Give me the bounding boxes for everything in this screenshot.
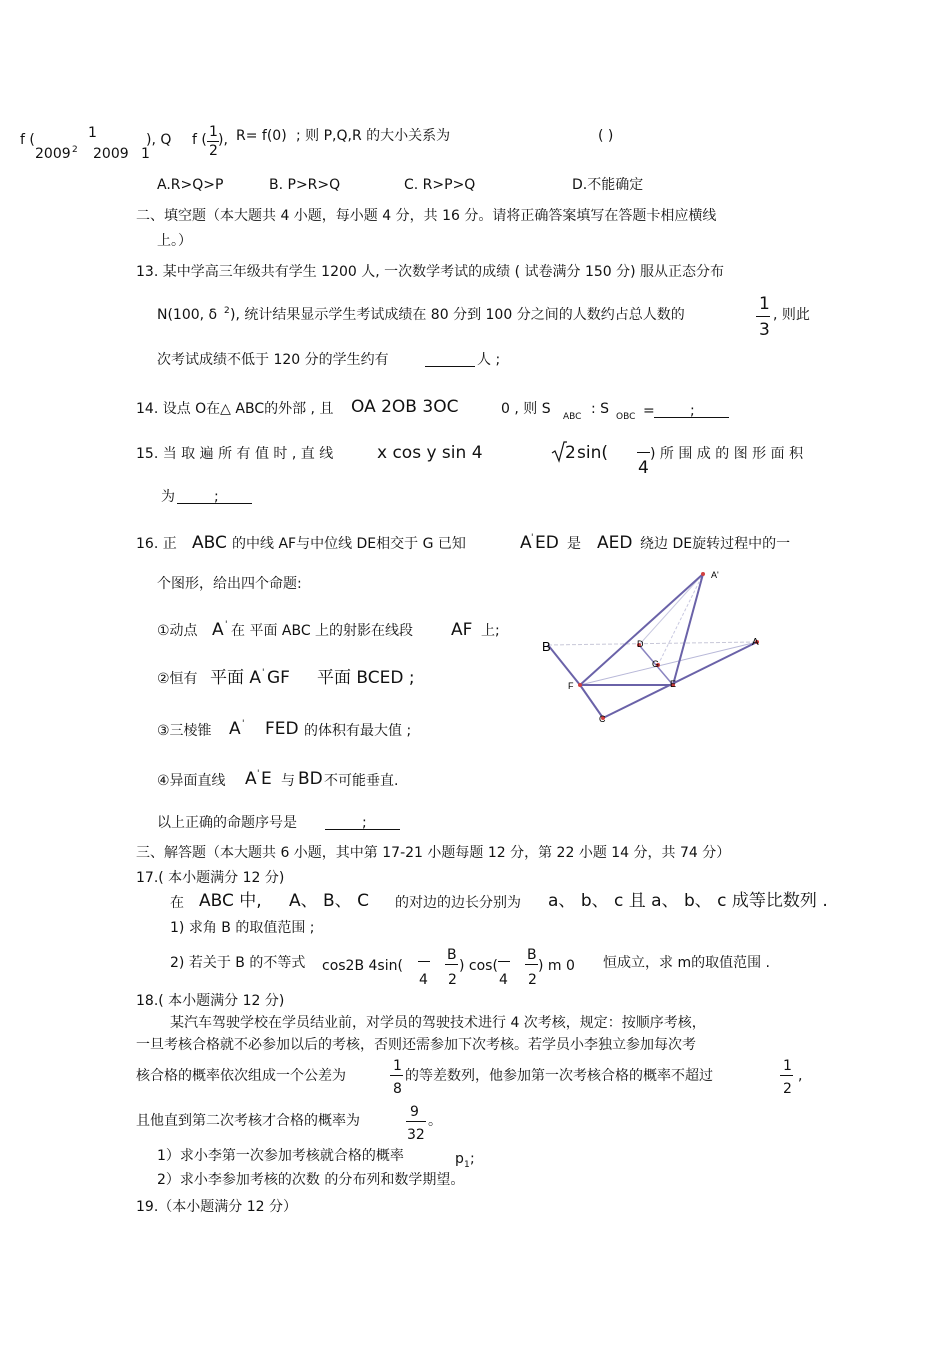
q17-l1d: 的对边的边长分别为: [395, 895, 521, 911]
q15-sqrt2: 2: [565, 443, 576, 463]
q13-answer-blank: [425, 352, 475, 367]
q16-l1e: ED: [535, 533, 559, 553]
q16-answer-prompt: 以上正确的命题序号是: [157, 815, 297, 831]
q16-p4e: BD: [298, 769, 323, 789]
q16-l1f: 是: [567, 536, 581, 552]
q14-e: : S: [591, 401, 610, 417]
q18-l3a: 核合格的概率依次组成一个公差为: [136, 1068, 346, 1084]
q16-p1a: ①动点: [157, 623, 198, 639]
q16-p4c: E: [261, 769, 272, 789]
q18-l4a: 且他直到第二次考核才合格的概率为: [136, 1113, 360, 1129]
q18-s1d: ;: [470, 1151, 475, 1167]
q15-f: ) 所 围 成 的 图 形 面 积: [650, 446, 804, 462]
q16-l1g: AED: [597, 533, 633, 553]
section2-heading: 二、填空题（本大题共 4 小题，每小题 4 分，共 16 分。请将正确答案填写在答题卡相应横线: [136, 208, 717, 224]
q12-r: R= f(0): [236, 128, 287, 144]
q13-line2b: ), 统计结果显示学生考试成绩在 80 分到 100 分之间的人数约占总人数的: [230, 307, 685, 323]
q17-l1c: A、 B、 C: [289, 891, 369, 911]
q13-line2c: , 则此: [773, 307, 810, 323]
q13-line1: 13. 某中学高三年级共有学生 1200 人, 一次数学考试的成绩 ( 试卷满分 150 分) 服从正态分布: [136, 264, 725, 280]
q16-p1b: A: [212, 620, 224, 640]
point-f: [578, 683, 582, 687]
label-d: D: [637, 639, 644, 649]
q16-p3d: 的体积有最大值 ;: [304, 723, 412, 739]
q17-nBb: B: [527, 947, 537, 963]
q14-vectors: OA 2OB 3OC: [351, 397, 459, 417]
q18-l1: 某汽车驾驶学校在学员结业前，对学员的驾驶技术进行 4 次考核，规定：按顺序考核，: [170, 1015, 706, 1031]
q17-l3e: 恒成立，求 m的取值范围 .: [603, 955, 770, 971]
q17-l1a: 在: [170, 895, 184, 911]
q12-option-a: A.R>Q>P: [157, 177, 224, 193]
q13-line2a: N(100, δ: [157, 307, 218, 323]
q16-p3a: ③三棱锥: [157, 723, 212, 739]
q14-g: =: [643, 403, 655, 419]
q16-p2a: ②恒有: [157, 671, 198, 687]
edge-bf: [548, 645, 580, 685]
q13-frac-den: 3: [759, 320, 770, 340]
q18-f2-bar: [780, 1075, 793, 1076]
q16-l1d: A: [520, 533, 532, 553]
q13-line3b: 人 ;: [477, 352, 501, 368]
q18-heading: 18.( 本小题满分 12 分): [136, 993, 285, 1009]
q18-f1n: 1: [393, 1058, 402, 1074]
q13-sup: 2: [224, 306, 230, 316]
q16-l2: 个图形，给出四个命题:: [157, 576, 302, 592]
label-b: B: [542, 639, 551, 654]
q17-n4b: 4: [499, 972, 508, 988]
q16-p2c: GF: [267, 668, 290, 688]
section2-heading-cont: 上。）: [157, 233, 192, 249]
q12-answer-paren: ( ): [598, 128, 614, 144]
line-ba-dashed: [548, 642, 757, 645]
q16-l1h: 绕边 DE旋转过程中的一: [640, 536, 791, 552]
label-e: E: [670, 679, 677, 689]
prime-mark: ': [225, 620, 228, 630]
q16-p3b: A: [229, 719, 241, 739]
q18-f1-bar: [390, 1075, 403, 1076]
prime-mark: ': [242, 719, 245, 729]
q18-f3d: 32: [407, 1127, 425, 1143]
q19-heading: 19.（本小题满分 12 分）: [136, 1199, 297, 1215]
label-a: A: [752, 637, 759, 648]
q16-answer-end: ;: [362, 815, 367, 831]
q12-half-tail: ),: [218, 132, 228, 148]
edge-fa1: [580, 574, 703, 685]
q15-g: 为: [161, 489, 175, 505]
q12-exp: 2: [72, 145, 78, 155]
q18-s1a: 1）求小李第一次参加考核就合格的概率: [157, 1148, 404, 1164]
q16-p4d: 与: [281, 773, 295, 789]
q17-l3b: cos2B 4sin(: [322, 958, 403, 974]
q18-s1b: p: [455, 1151, 464, 1167]
q16-p1e: 上;: [481, 623, 500, 639]
q12-question: ; 则 P,Q,R 的大小关系为: [296, 128, 451, 144]
q16-p2d: 平面 BCED ;: [317, 668, 415, 688]
q15-frac-den: 4: [638, 458, 649, 478]
q13-frac-num: 1: [759, 294, 770, 314]
q17-l1b: ABC 中,: [199, 891, 262, 911]
q13-line3a: 次考试成绩不低于 120 分的学生约有: [157, 352, 389, 368]
q18-f2d: 2: [783, 1081, 792, 1097]
prime-mark: ': [257, 769, 260, 779]
q18-l2: 一旦考核合格就不必参加以后的考核，否则还需参加下次考核。若学员小李独立参加每次考: [136, 1037, 696, 1053]
q12-half-num: 1: [209, 124, 218, 140]
q15-frac-bar: [637, 452, 650, 453]
q17-heading: 17.( 本小题满分 12 分): [136, 870, 285, 886]
q15-sin: sin(: [577, 443, 608, 463]
section3-heading: 三、解答题（本大题共 6 小题，其中第 17-21 小题每题 12 分，第 22 小题 14 分，共 74 分）: [136, 845, 731, 861]
line-ga1: [658, 574, 703, 665]
q12-option-b: B. P>R>Q: [269, 177, 341, 193]
q18-f1d: 8: [393, 1081, 402, 1097]
q13-frac-bar: [756, 316, 770, 317]
label-g: G: [652, 659, 660, 669]
q17-d2b: 2: [528, 972, 537, 988]
label-f: F: [568, 681, 574, 691]
edge-ca: [603, 642, 757, 718]
prime-mark: ': [262, 668, 265, 678]
q18-s2: 2）求小李参加考核的次数 的分布列和数学期望。: [157, 1172, 465, 1188]
q17-l3c: ) cos(: [459, 958, 498, 974]
q18-f3-bar: [406, 1121, 426, 1122]
q18-l3c: ,: [798, 1068, 803, 1084]
q14-h: ;: [690, 403, 695, 419]
label-c: C: [599, 714, 606, 724]
q16-geometry-figure: [535, 565, 775, 735]
q15-h: ;: [214, 489, 219, 505]
q12-option-d: D.不能确定: [572, 177, 644, 193]
q16-p1c: 在 平面 ABC 上的射影在线段: [231, 623, 414, 639]
q12-2009b: 2009: [93, 146, 129, 162]
q17-l3d: ) m 0: [538, 958, 575, 974]
q17-l3a: 2) 若关于 B 的不等式: [170, 955, 306, 971]
q16-p4f: 不可能垂直.: [324, 773, 399, 789]
q16-p3c: FED: [265, 719, 299, 739]
q16-l1a: 16. 正: [136, 536, 177, 552]
q16-l1c: 的中线 AF与中位线 DE相交于 G 已知: [232, 536, 466, 552]
label-a1: A': [711, 570, 719, 580]
q12-f2: f (: [192, 132, 207, 148]
q18-l3b: 的等差数列，他参加第一次考核合格的概率不超过: [405, 1068, 713, 1084]
prime-mark: ': [531, 533, 534, 543]
q16-p2b: 平面 A: [210, 668, 262, 688]
q15-expr: x cos y sin 4: [377, 443, 483, 463]
q14-sub-obc: OBC: [616, 412, 636, 422]
q12-2009a: 2009: [35, 146, 71, 162]
q12-f: f (: [20, 132, 35, 148]
q18-f3n: 9: [410, 1104, 419, 1120]
q18-f2n: 1: [783, 1058, 792, 1074]
q16-p1d: AF: [451, 620, 473, 640]
q18-s1c: 1: [464, 1160, 470, 1170]
q17-bar1: [418, 961, 430, 962]
q17-n4a: 4: [419, 972, 428, 988]
q17-bar4: [525, 964, 538, 965]
q17-nBa: B: [447, 947, 457, 963]
q18-l4b: 。: [428, 1113, 442, 1129]
q14-sub-abc: ABC: [563, 412, 582, 422]
q12-q: ), Q: [146, 132, 172, 148]
point-a1: [701, 572, 705, 576]
q14-c: 0 , 则 S: [501, 401, 551, 417]
q14-a: 14. 设点 O在△ ABC的外部 , 且: [136, 401, 334, 417]
q17-l1e: a、 b、 c 且 a、 b、 c 成等比数列 .: [548, 891, 828, 911]
q17-bar2: [445, 964, 458, 965]
q17-l2: 1) 求角 B 的取值范围 ;: [170, 920, 315, 936]
q17-d2a: 2: [448, 972, 457, 988]
q16-p4a: ④异面直线: [157, 773, 226, 789]
q16-p4b: A: [245, 769, 257, 789]
q17-bar3: [498, 961, 510, 962]
q12-one: 1: [141, 146, 150, 162]
q15-a: 15. 当 取 遍 所 有 值 时 , 直 线: [136, 446, 334, 462]
q16-l1b: ABC: [192, 533, 227, 553]
q12-half-den: 2: [209, 143, 218, 159]
q12-option-c: C. R>P>Q: [404, 177, 476, 193]
q12-frac-num: 1: [88, 125, 97, 141]
